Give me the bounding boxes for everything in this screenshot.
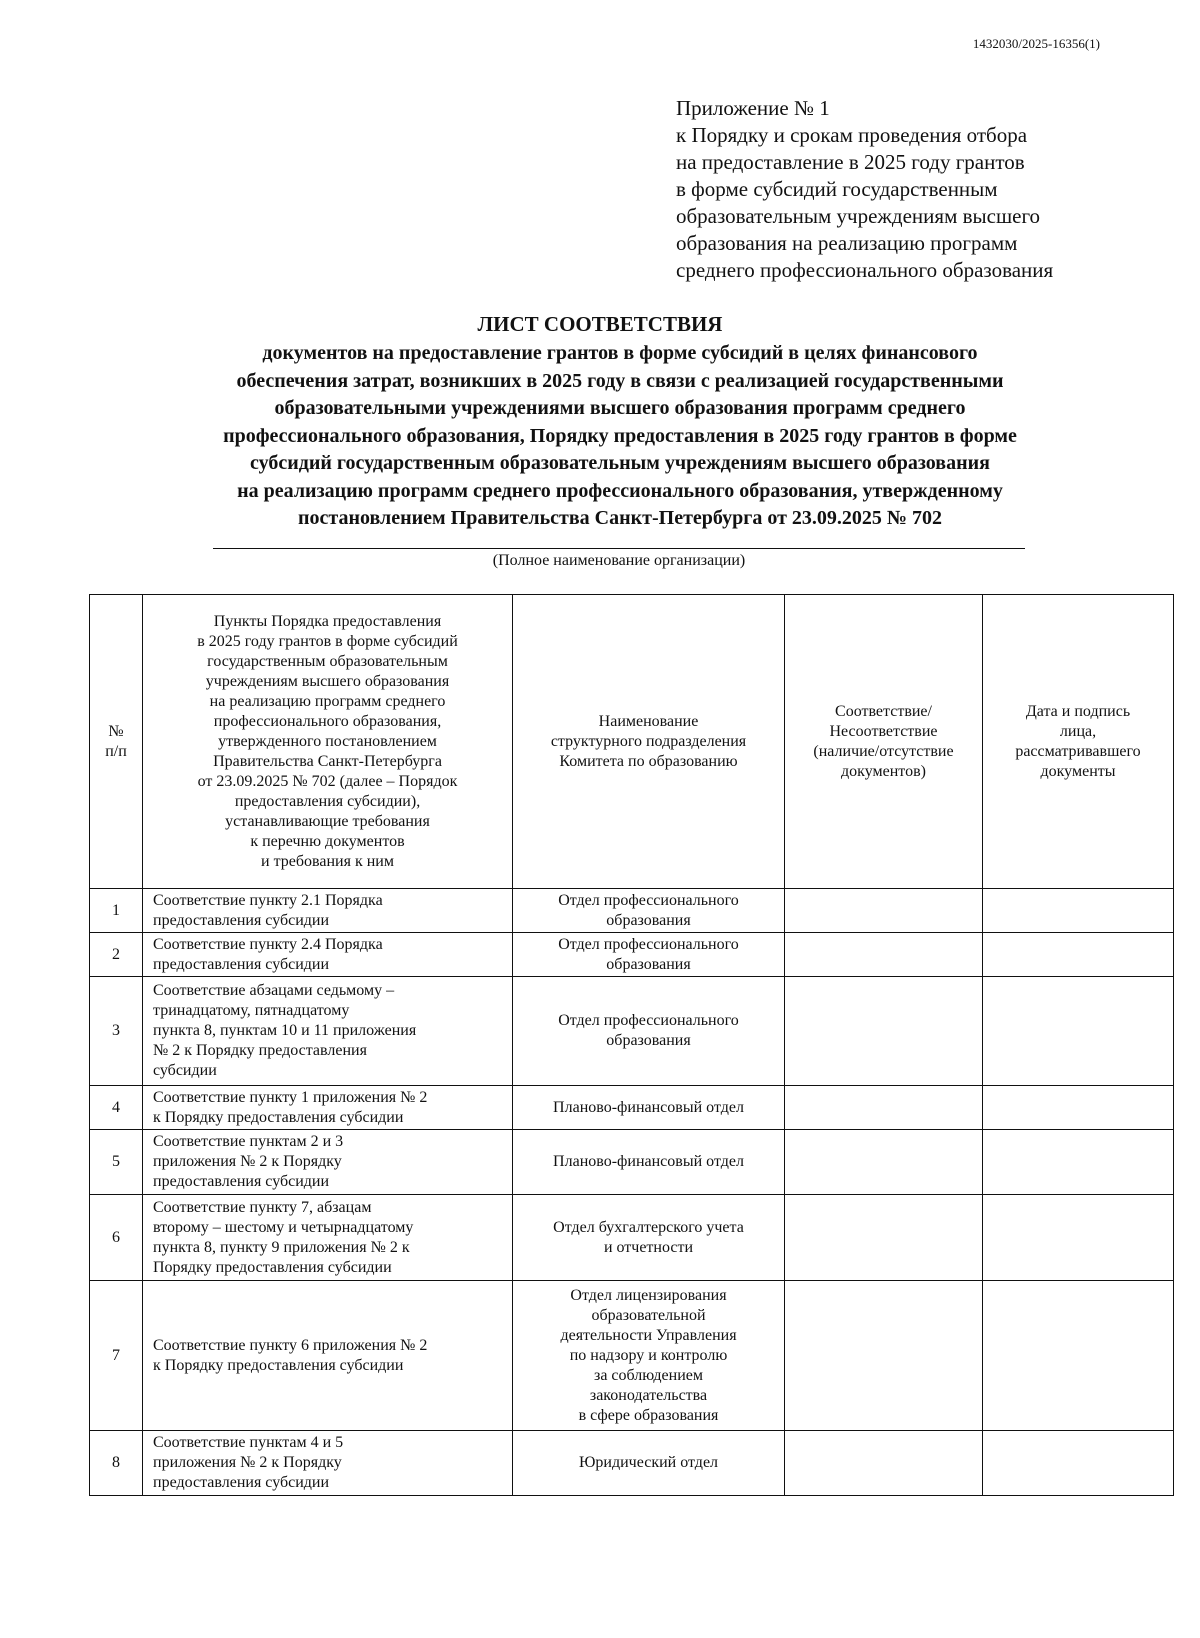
row-number: 5	[90, 1130, 143, 1195]
department-text: образовательной	[591, 1306, 706, 1324]
row-compliance-cell[interactable]	[785, 889, 983, 933]
row-department	[513, 889, 785, 933]
header-text: на реализацию программ среднего	[209, 692, 446, 710]
table-row	[90, 1431, 1174, 1496]
rule-text: приложения № 2 к Порядку	[153, 1153, 342, 1170]
rule-text: Соответствие пунктам 4 и 5	[153, 1434, 344, 1451]
table-row	[90, 1086, 1174, 1130]
rule-text: Соответствие пункту 2.1 Порядка	[153, 891, 383, 909]
department-text: Отдел профессионального	[558, 1012, 739, 1029]
rule-text: Соответствие пункту 1 приложения № 2	[153, 1088, 428, 1106]
header-text: рассматривавшего	[1015, 742, 1141, 760]
rule-text: предоставления субсидии	[153, 1173, 330, 1190]
table-header-row	[90, 595, 1174, 889]
header-text: лица,	[1059, 722, 1097, 740]
subtitle-line: обеспечения затрат, возникших в 2025 году в связи с реализацией государственными	[236, 369, 1004, 392]
header-text: №	[108, 722, 124, 740]
department-text: Отдел лицензирования	[570, 1286, 727, 1304]
rule-text: Соответствие пункту 6 приложения № 2	[153, 1336, 428, 1354]
row-rule	[143, 1195, 513, 1281]
row-department	[513, 1086, 785, 1130]
table-row	[90, 1130, 1174, 1195]
row-compliance-cell[interactable]	[785, 1431, 983, 1496]
row-compliance-cell[interactable]	[785, 933, 983, 977]
header-text: Наименование	[598, 712, 699, 730]
row-number: 8	[90, 1431, 143, 1496]
header-text: утвержденного постановлением	[218, 732, 437, 750]
table-row	[90, 1195, 1174, 1281]
row-signature-cell[interactable]	[983, 1195, 1174, 1281]
appendix-line: на предоставление в 2025 году грантов	[676, 150, 1025, 174]
row-signature-cell[interactable]	[983, 889, 1174, 933]
row-rule	[143, 889, 513, 933]
subtitle-line: профессионального образования, Порядку предоставления в 2025 году грантов в форме	[223, 424, 1017, 447]
registration-number: 1432030/2025-16356(1)	[972, 36, 1100, 51]
rule-text: приложения № 2 к Порядку	[153, 1454, 342, 1471]
department-text: образования	[606, 1032, 691, 1049]
row-department	[513, 1431, 785, 1496]
header-text: Дата и подпись	[1025, 702, 1131, 720]
department-text: Отдел профессионального	[558, 891, 739, 909]
department-text: законодательства	[589, 1386, 708, 1404]
compliance-table	[89, 594, 1174, 1496]
row-signature-cell[interactable]	[983, 1431, 1174, 1496]
organization-name-caption: (Полное наименование организации)	[492, 552, 746, 569]
rule-text: Соответствие абзацами седьмому –	[153, 982, 395, 999]
rule-text: к Порядку предоставления субсидии	[153, 1356, 404, 1374]
department-text: Юридический отдел	[578, 1454, 719, 1471]
table-row	[90, 889, 1174, 933]
department-text: за соблюдением	[594, 1366, 703, 1384]
department-text: Планово-финансовый отдел	[553, 1153, 744, 1170]
rule-text: субсидии	[153, 1062, 217, 1079]
row-signature-cell[interactable]	[983, 977, 1174, 1086]
header-text: государственным образовательным	[207, 652, 448, 670]
subtitle-line: документов на предоставление грантов в форме субсидий в целях финансового	[262, 342, 978, 364]
header-text: устанавливающие требования	[225, 812, 430, 830]
row-signature-cell[interactable]	[983, 1086, 1174, 1130]
row-signature-cell[interactable]	[983, 1130, 1174, 1195]
header-text: учреждениям высшего образования	[205, 672, 450, 690]
rule-text: Порядку предоставления субсидии	[153, 1258, 392, 1276]
row-rule	[143, 977, 513, 1086]
table-row	[90, 1281, 1174, 1431]
appendix-line: среднего профессионального образования	[676, 258, 1054, 282]
header-text: документы	[1040, 762, 1116, 780]
rule-text: № 2 к Порядку предоставления	[153, 1042, 367, 1059]
rule-text: предоставления субсидии	[153, 911, 330, 929]
row-rule	[143, 1431, 513, 1496]
document-title: ЛИСТ СООТВЕТСТВИЯ	[477, 312, 723, 336]
header-text: предоставления субсидии),	[234, 792, 421, 810]
header-signature	[983, 595, 1174, 889]
row-number: 7	[90, 1281, 143, 1431]
row-department	[513, 1195, 785, 1281]
appendix-line: образовательным учреждениям высшего	[676, 204, 1041, 228]
header-text: Соответствие/	[835, 702, 932, 720]
row-number: 4	[90, 1086, 143, 1130]
row-rule	[143, 933, 513, 977]
department-text: Отдел профессионального	[558, 935, 739, 953]
appendix-line: образования на реализацию программ	[676, 231, 1018, 255]
appendix-header	[676, 95, 1116, 284]
row-rule	[143, 1281, 513, 1431]
row-rule	[143, 1130, 513, 1195]
row-compliance-cell[interactable]	[785, 977, 983, 1086]
row-number: 1	[90, 889, 143, 933]
subtitle-line: образовательными учреждениями высшего образования программ среднего	[274, 397, 966, 419]
row-number: 6	[90, 1195, 143, 1281]
header-text: структурного подразделения	[550, 732, 747, 750]
department-text: в сфере образования	[578, 1406, 719, 1424]
rule-text: предоставления субсидии	[153, 1474, 330, 1491]
appendix-line: в форме субсидий государственным	[676, 177, 998, 201]
header-text: п/п	[105, 742, 127, 760]
appendix-line: Приложение № 1	[676, 96, 830, 120]
department-text: деятельности Управления	[560, 1326, 737, 1344]
header-text: профессионального образования,	[213, 712, 442, 730]
row-rule	[143, 1086, 513, 1130]
header-text: и требования к ним	[261, 852, 394, 870]
row-signature-cell[interactable]	[983, 933, 1174, 977]
table-row	[90, 933, 1174, 977]
subtitle-line: субсидий государственным образовательным учреждениям высшего образования	[250, 452, 990, 474]
header-text: документов)	[841, 762, 926, 780]
department-text: по надзору и контролю	[569, 1346, 728, 1364]
rule-text: пункта 8, пунктам 10 и 11 приложения	[153, 1022, 417, 1039]
rule-text: тринадцатому, пятнадцатому	[153, 1002, 350, 1019]
row-department	[513, 977, 785, 1086]
rule-text: Соответствие пункту 2.4 Порядка	[153, 935, 383, 953]
department-text: образования	[606, 911, 691, 929]
rule-text: Соответствие пункту 7, абзацам	[153, 1198, 372, 1216]
header-text: от 23.09.2025 № 702 (далее – Порядок	[197, 772, 458, 790]
header-text: Пункты Порядка предоставления	[213, 612, 442, 630]
header-text: (наличие/отсутствие	[813, 742, 954, 760]
table-row	[90, 977, 1174, 1086]
rule-text: предоставления субсидии	[153, 955, 330, 973]
header-compliance	[785, 595, 983, 889]
row-number: 2	[90, 933, 143, 977]
row-compliance-cell[interactable]	[785, 1281, 983, 1431]
row-signature-cell[interactable]	[983, 1281, 1174, 1431]
rule-text: пункта 8, пункту 9 приложения № 2 к	[153, 1238, 410, 1256]
rule-text: к Порядку предоставления субсидии	[153, 1108, 404, 1126]
department-text: Планово-финансовый отдел	[553, 1098, 744, 1116]
row-department	[513, 1281, 785, 1431]
header-text: Комитета по образованию	[559, 752, 738, 770]
document-subtitle	[90, 340, 1150, 533]
row-number: 3	[90, 977, 143, 1086]
organization-name-line	[213, 548, 1025, 549]
row-department	[513, 1130, 785, 1195]
department-text: и отчетности	[603, 1238, 694, 1256]
row-compliance-cell[interactable]	[785, 1130, 983, 1195]
header-text: Правительства Санкт-Петербурга	[213, 752, 442, 770]
row-compliance-cell[interactable]	[785, 1086, 983, 1130]
department-text: Отдел бухгалтерского учета	[553, 1218, 744, 1236]
row-compliance-cell[interactable]	[785, 1195, 983, 1281]
appendix-line: к Порядку и срокам проведения отбора	[676, 123, 1028, 147]
header-text: Несоответствие	[829, 722, 938, 740]
subtitle-line: постановлением Правительства Санкт-Петербурга от 23.09.2025 № 702	[297, 507, 942, 529]
header-dept	[513, 595, 785, 889]
header-text: в 2025 году грантов в форме субсидий	[197, 632, 458, 650]
header-num	[90, 595, 143, 889]
subtitle-line: на реализацию программ среднего профессионального образования, утвержденному	[237, 479, 1003, 502]
rule-text: Соответствие пунктам 2 и 3	[153, 1133, 344, 1150]
row-department	[513, 933, 785, 977]
department-text: образования	[606, 955, 691, 973]
rule-text: второму – шестому и четырнадцатому	[153, 1218, 414, 1236]
header-text: к перечню документов	[250, 832, 405, 850]
header-rule	[143, 595, 513, 889]
